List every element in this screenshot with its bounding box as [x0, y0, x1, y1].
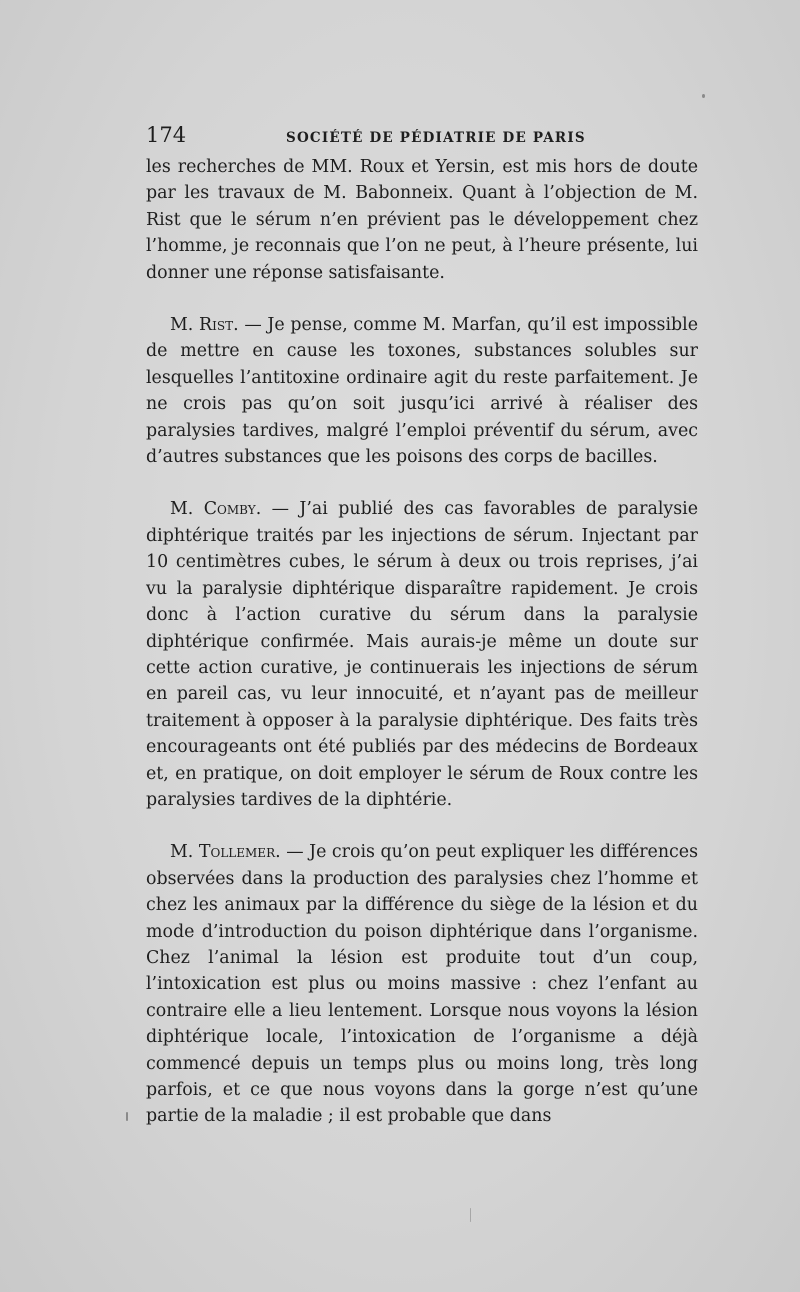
paper-speck — [702, 94, 705, 98]
paragraph-continuation — [146, 154, 698, 286]
page-number: 174 — [146, 123, 187, 147]
journal-title: SOCIÉTÉ DE PÉDIATRIE DE PARIS — [286, 130, 586, 146]
paragraph-text: — J’ai publié des cas favorables de paralysie diphtérique traités par les injections de sérum. Injectant par 10 centimètres cubes, le sérum à deux ou trois reprises, j’ai vu la paralysie diphtérique disparaître rapidement. Je crois donc à l’action curative du sérum dans la paralysie diphtérique confirmée. Mais aurais-je même un doute sur cette action curative, je continuerais les injections de sérum en pareil cas, vu leur innocuité, et n’ayant pas de meilleur traitement à opposer à la paralysie diphtérique. Des faits très encourageants ont été publiés par des médecins de Bordeaux et, en pratique, on doit employer le sérum de Roux contre les paralysies tardives de la diphtérie. — [146, 499, 698, 810]
paragraph-text: — Je pense, comme M. Marfan, qu’il est impossible de mettre en cause les toxones, substances solubles sur lesquelles l’antitoxine ordinaire agit du reste parfaitement. Je ne crois pas qu’on soit jusqu’ici arrivé à réaliser des paralysies tardives, malgré l’emploi préventif du sérum, avec d’autres substances que les poisons des corps de bacilles. — [146, 315, 698, 468]
speaker-name: M. Comby. — [170, 499, 262, 520]
paragraph-text: les recherches de MM. Roux et Yersin, est mis hors de doute par les travaux de M. Babonneix. Quant à l’objection de M. Rist que le sérum n’en prévient pas le développement chez l’homme, je reconnais que l’on ne peut, à l’heure présente, lui donner une réponse satisfaisante. — [146, 157, 698, 283]
paper-speck — [126, 1112, 128, 1121]
speaker-name: M. Rist. — [170, 315, 239, 336]
paragraph-rist — [146, 312, 698, 470]
speaker-name: M. Tollemer. — [170, 842, 281, 863]
running-head — [146, 120, 698, 150]
paragraph-text: — Je crois qu’on peut expliquer les différences observées dans la production des paralysies chez l’homme et chez les animaux par la différence du siège de la lésion et du mode d’introduction du poison diphtérique dans l’organisme. Chez l’animal la lésion est produite tout d’un coup, l’intoxication est plus ou moins massive : chez l’enfant au contraire elle a lieu lentement. Lorsque nous voyons la lésion diphtérique locale, l’intoxication de l’organisme a déjà commencé depuis un temps plus ou moins long, très long parfois, et ce que nous voyons dans la gorge n’est qu’une partie de la maladie ; il est probable que dans — [146, 842, 698, 1127]
body-text — [146, 154, 698, 1130]
paragraph-comby — [146, 496, 698, 813]
paper-speck — [470, 1208, 471, 1222]
paragraph-tollemer — [146, 839, 698, 1129]
